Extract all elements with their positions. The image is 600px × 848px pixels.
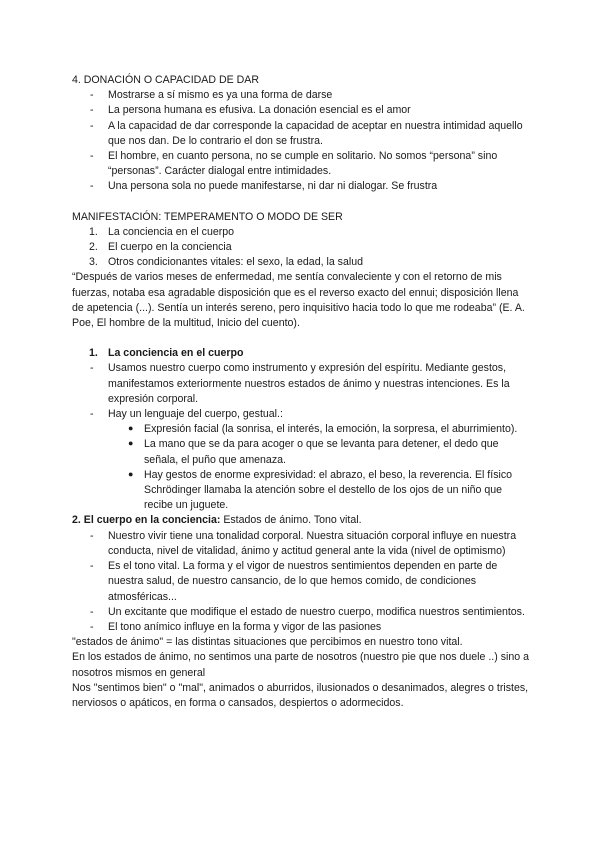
list-item: - La persona humana es efusiva. La donación esencial es el amor	[90, 104, 411, 117]
part2-heading: 2. El cuerpo en la conciencia: Estados de ánimo. Tono vital.	[72, 514, 362, 527]
manifestacion-list	[72, 225, 532, 271]
list-item: - Nuestro vivir tiene una tonalidad corporal. Nuestra situación corporal influye en nuestra conducta, nivel de vitalidad, ánimo y actitud general ante la vida (nivel de optimismo)	[90, 529, 517, 557]
part1-heading: 1. La conciencia en el cuerpo	[89, 347, 244, 360]
list-item: 2. El cuerpo en la conciencia	[89, 241, 232, 254]
paragraph-estados-general: En los estados de ánimo, no sentimos una parte de nosotros (nuestro pie que nos duele ..) sino a nosotros mismos en general	[72, 651, 529, 679]
paragraph-estados-ejemplos: Nos "sentimos bien" o "mal", animados o aburridos, ilusionados o desanimados, alegres o tristes, nerviosos o apáticos, en forma o cansados, despiertos o adormecidos.	[72, 681, 529, 709]
part1-list	[72, 361, 532, 422]
bullet-item: ● La mano que se da para acoger o que se levanta para detener, el dedo que señala, el puño que amenaza.	[128, 438, 499, 466]
list-item: - Mostrarse a sí mismo es ya una forma de darse	[90, 89, 333, 102]
bullet-item: ● Expresión facial (la sonrisa, el interés, la emoción, la sorpresa, el aburrimiento).	[128, 423, 518, 436]
list-item: - A la capacidad de dar corresponde la capacidad de aceptar en nuestra intimidad aquello que nos dan. De lo contrario el don se frustra.	[90, 119, 523, 147]
paragraph-estados-definicion: "estados de ánimo" = las distintas situaciones que percibimos en nuestro tono vital.	[72, 636, 463, 649]
part2-list	[72, 529, 532, 635]
document-content	[72, 73, 532, 711]
list-item: 1. La conciencia en el cuerpo	[89, 225, 235, 238]
list-item: - Una persona sola no puede manifestarse, ni dar ni dialogar. Se frustra	[90, 180, 438, 193]
list-item: - El hombre, en cuanto persona, no se cumple en solitario. No somos “persona” sino “personas”. Carácter dialogal entre intimidades.	[90, 150, 498, 178]
list-item: 3. Otros condicionantes vitales: el sexo, la edad, la salud	[89, 256, 363, 269]
list-item: - Un excitante que modifique el estado de nuestro cuerpo, modifica nuestros sentimientos.	[90, 605, 525, 618]
list-item: - Hay un lenguaje del cuerpo, gestual.:	[90, 408, 283, 421]
part1-bullet-list	[72, 422, 532, 513]
donacion-list	[72, 88, 532, 194]
list-item: - El tono anímico influye en la forma y vigor de las pasiones	[90, 620, 382, 633]
section-heading-manifestacion: MANIFESTACIÓN: TEMPERAMENTO O MODO DE SER	[72, 210, 343, 223]
poe-quote: “Después de varios meses de enfermedad, me sentía convaleciente y con el retorno de mis fuerzas, notaba esa agradable disposición que es el reverso exacto del ennui; disposición llena de apetencia (...). Sentía un interés sereno, pero inquisitivo hacia todo lo que me rodeaba” (E. A. Poe, El hombre de la multitud, Inicio del cuento).	[72, 271, 525, 330]
list-item: - Es el tono vital. La forma y el vigor de nuestros sentimientos dependen en parte de nuestra salud, de nuestro cansancio, de lo que hemos comido, de condiciones atmosféricas...	[90, 560, 498, 603]
part1-heading-list	[72, 346, 532, 361]
list-item: - Usamos nuestro cuerpo como instrumento y expresión del espíritu. Mediante gestos, manifestamos exteriormente nuestros estados de ánimo y nuestras intenciones. Es la expresión corporal.	[90, 362, 510, 405]
bullet-item: ● Hay gestos de enorme expresividad: el abrazo, el beso, la reverencia. El físico Schrödinger llamaba la atención sobre el destello de los ojos de un niño que recibe un juguete.	[128, 468, 513, 512]
section-heading-donacion: 4. DONACIÓN O CAPACIDAD DE DAR	[72, 74, 259, 86]
